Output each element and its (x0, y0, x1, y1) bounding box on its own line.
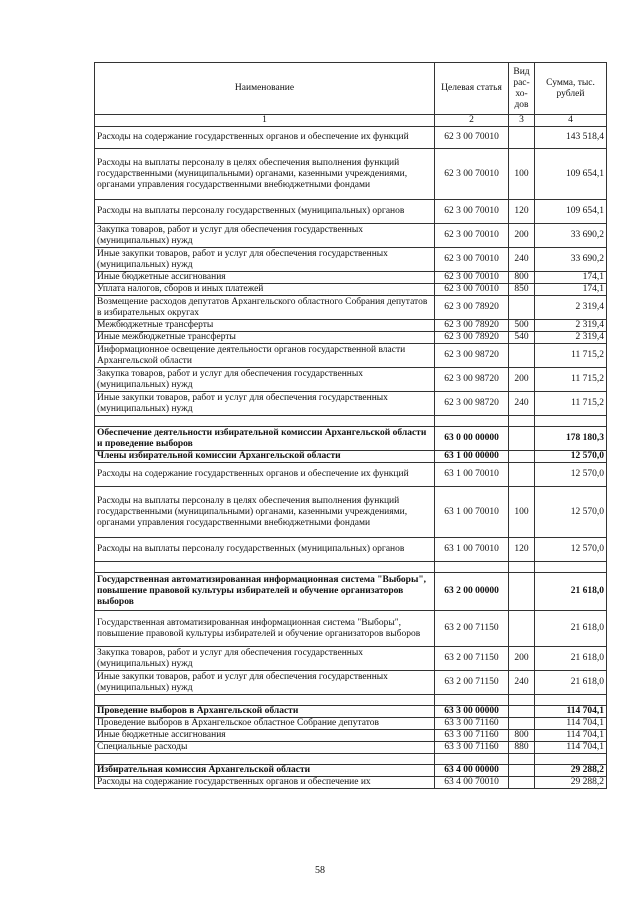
row-vid: 200 (509, 368, 535, 392)
row-sum: 33 690,2 (535, 224, 607, 248)
table-row (95, 344, 607, 368)
table-row (95, 718, 607, 730)
header-name: Наименование (95, 63, 435, 115)
row-name: Проведение выборов в Архангельской области (95, 706, 435, 718)
row-code: 63 0 00 00000 (435, 427, 509, 451)
header-code: Целевая статья (435, 63, 509, 115)
row-sum: 109 654,1 (535, 200, 607, 224)
table-row (95, 368, 607, 392)
row-sum: 29 288,2 (535, 765, 607, 777)
table-row (95, 296, 607, 320)
row-code: 62 3 00 78920 (435, 332, 509, 344)
table-row (95, 332, 607, 344)
row-name: Избирательная комиссия Архангельской области (95, 765, 435, 777)
row-vid (509, 706, 535, 718)
row-vid (509, 611, 535, 647)
row-code: 63 1 00 70010 (435, 487, 509, 538)
row-sum: 12 570,0 (535, 451, 607, 463)
row-name: Расходы на содержание государственных органов и обеспечение их (95, 777, 435, 789)
row-vid (509, 463, 535, 487)
table-row (95, 284, 607, 296)
row-name: Иные закупки товаров, работ и услуг для обеспечения государственных (муниципальных) нужд (95, 248, 435, 272)
table-row (95, 611, 607, 647)
table-row (95, 127, 607, 149)
row-name: Расходы на выплаты персоналу государственных (муниципальных) органов (95, 200, 435, 224)
row-vid (509, 344, 535, 368)
row-name: Возмещение расходов депутатов Архангельского областного Собрания депутатов в избирательных округах (95, 296, 435, 320)
row-code: 62 3 00 98720 (435, 368, 509, 392)
table-row (95, 730, 607, 742)
row-name: Иные бюджетные ассигнования (95, 272, 435, 284)
row-sum: 11 715,2 (535, 368, 607, 392)
row-name: Специальные расходы (95, 742, 435, 754)
row-sum: 12 570,0 (535, 463, 607, 487)
row-sum: 114 704,1 (535, 730, 607, 742)
row-vid: 240 (509, 671, 535, 695)
row-name: Иные бюджетные ассигнования (95, 730, 435, 742)
row-sum: 114 704,1 (535, 706, 607, 718)
row-vid (509, 127, 535, 149)
row-sum: 21 618,0 (535, 573, 607, 611)
table-row (95, 200, 607, 224)
table-row (95, 573, 607, 611)
row-vid: 500 (509, 320, 535, 332)
row-name: Иные закупки товаров, работ и услуг для обеспечения государственных (муниципальных) нужд (95, 392, 435, 416)
row-sum: 114 704,1 (535, 742, 607, 754)
row-name: Иные межбюджетные трансферты (95, 332, 435, 344)
row-sum: 12 570,0 (535, 487, 607, 538)
row-sum: 11 715,2 (535, 344, 607, 368)
column-number: 2 (435, 115, 509, 127)
row-code: 63 1 00 70010 (435, 538, 509, 562)
row-vid (509, 451, 535, 463)
row-vid (509, 296, 535, 320)
row-code: 63 1 00 00000 (435, 451, 509, 463)
row-vid: 850 (509, 284, 535, 296)
row-code: 63 3 00 00000 (435, 706, 509, 718)
row-code: 63 2 00 71150 (435, 671, 509, 695)
row-sum: 12 570,0 (535, 538, 607, 562)
row-vid (509, 777, 535, 789)
row-code: 62 3 00 70010 (435, 149, 509, 200)
row-vid: 100 (509, 149, 535, 200)
row-name: Расходы на содержание государственных органов и обеспечение их функций (95, 463, 435, 487)
row-vid: 240 (509, 392, 535, 416)
table-row (95, 487, 607, 538)
spacer-row (95, 416, 607, 427)
table-row (95, 224, 607, 248)
table-row (95, 463, 607, 487)
row-name: Члены избирательной комиссии Архангельской области (95, 451, 435, 463)
row-code: 63 2 00 00000 (435, 573, 509, 611)
table-row (95, 765, 607, 777)
table-row (95, 742, 607, 754)
row-code: 63 3 00 71160 (435, 742, 509, 754)
row-vid (509, 573, 535, 611)
table-row (95, 706, 607, 718)
table-row (95, 320, 607, 332)
row-name: Закупка товаров, работ и услуг для обеспечения государственных (муниципальных) нужд (95, 647, 435, 671)
table-row (95, 427, 607, 451)
row-code: 62 3 00 70010 (435, 272, 509, 284)
row-code: 62 3 00 70010 (435, 200, 509, 224)
row-name: Закупка товаров, работ и услуг для обеспечения государственных (муниципальных) нужд (95, 368, 435, 392)
row-code: 63 4 00 70010 (435, 777, 509, 789)
row-code: 62 3 00 70010 (435, 248, 509, 272)
header-sum: Сумма, тыс. рублей (535, 63, 607, 115)
spacer-row (95, 562, 607, 573)
row-sum: 114 704,1 (535, 718, 607, 730)
table-row (95, 671, 607, 695)
row-code: 62 3 00 98720 (435, 392, 509, 416)
row-vid (509, 765, 535, 777)
table-row (95, 451, 607, 463)
row-name: Расходы на содержание государственных органов и обеспечение их функций (95, 127, 435, 149)
row-sum: 2 319,4 (535, 296, 607, 320)
table-row (95, 392, 607, 416)
row-vid (509, 718, 535, 730)
table-header-row (95, 63, 607, 115)
row-code: 62 3 00 78920 (435, 320, 509, 332)
row-code: 62 3 00 70010 (435, 284, 509, 296)
row-code: 63 4 00 00000 (435, 765, 509, 777)
row-code: 63 3 00 71160 (435, 718, 509, 730)
row-code: 63 1 00 70010 (435, 463, 509, 487)
table-row (95, 777, 607, 789)
row-sum: 21 618,0 (535, 611, 607, 647)
row-vid: 120 (509, 538, 535, 562)
row-sum: 2 319,4 (535, 320, 607, 332)
row-code: 62 3 00 70010 (435, 127, 509, 149)
row-name: Межбюджетные трансферты (95, 320, 435, 332)
row-sum: 143 518,4 (535, 127, 607, 149)
row-name: Расходы на выплаты персоналу государственных (муниципальных) органов (95, 538, 435, 562)
row-name: Обеспечение деятельности избирательной комиссии Архангельской области и проведение выборов (95, 427, 435, 451)
row-vid: 540 (509, 332, 535, 344)
column-number: 1 (95, 115, 435, 127)
row-code: 62 3 00 98720 (435, 344, 509, 368)
table-row (95, 538, 607, 562)
row-name: Проведение выборов в Архангельское областное Собрание депутатов (95, 718, 435, 730)
spacer-row (95, 695, 607, 706)
row-vid: 880 (509, 742, 535, 754)
row-name: Расходы на выплаты персоналу в целях обеспечения выполнения функций государственными (муниципальными) органами, казенными учреждениями, органами управления государственными внебюджетными фондами (95, 149, 435, 200)
row-vid: 120 (509, 200, 535, 224)
row-vid: 240 (509, 248, 535, 272)
row-vid: 800 (509, 730, 535, 742)
header-vid: Вид рас-хо-дов (509, 63, 535, 115)
row-sum: 33 690,2 (535, 248, 607, 272)
row-sum: 21 618,0 (535, 671, 607, 695)
row-code: 63 2 00 71150 (435, 611, 509, 647)
row-vid: 100 (509, 487, 535, 538)
column-number-row (95, 115, 607, 127)
spacer-row (95, 754, 607, 765)
row-sum: 174,1 (535, 272, 607, 284)
row-name: Расходы на выплаты персоналу в целях обеспечения выполнения функций государственными (муниципальными) органами, казенными учреждениями, органами управления государственными внебюджетными фондами (95, 487, 435, 538)
row-code: 63 2 00 71150 (435, 647, 509, 671)
row-vid: 200 (509, 224, 535, 248)
row-name: Закупка товаров, работ и услуг для обеспечения государственных (муниципальных) нужд (95, 224, 435, 248)
row-name: Уплата налогов, сборов и иных платежей (95, 284, 435, 296)
table-row (95, 272, 607, 284)
row-sum: 174,1 (535, 284, 607, 296)
row-vid (509, 427, 535, 451)
budget-table (94, 62, 607, 789)
row-sum: 21 618,0 (535, 647, 607, 671)
row-sum: 29 288,2 (535, 777, 607, 789)
row-name: Государственная автоматизированная информационная система "Выборы", повышение правовой культуры избирателей и обучение организаторов выборов (95, 573, 435, 611)
row-vid: 200 (509, 647, 535, 671)
row-code: 62 3 00 70010 (435, 224, 509, 248)
table-row (95, 647, 607, 671)
column-number: 3 (509, 115, 535, 127)
row-code: 63 3 00 71160 (435, 730, 509, 742)
page-number: 58 (315, 865, 325, 876)
row-name: Информационное освещение деятельности органов государственной власти Архангельской области (95, 344, 435, 368)
row-sum: 2 319,4 (535, 332, 607, 344)
row-sum: 178 180,3 (535, 427, 607, 451)
row-name: Иные закупки товаров, работ и услуг для обеспечения государственных (муниципальных) нужд (95, 671, 435, 695)
column-number: 4 (535, 115, 607, 127)
row-code: 62 3 00 78920 (435, 296, 509, 320)
table-row (95, 149, 607, 200)
row-name: Государственная автоматизированная информационная система "Выборы", повышение правовой культуры избирателей и обучение организаторов выборов (95, 611, 435, 647)
table-row (95, 248, 607, 272)
row-vid: 800 (509, 272, 535, 284)
row-sum: 109 654,1 (535, 149, 607, 200)
row-sum: 11 715,2 (535, 392, 607, 416)
